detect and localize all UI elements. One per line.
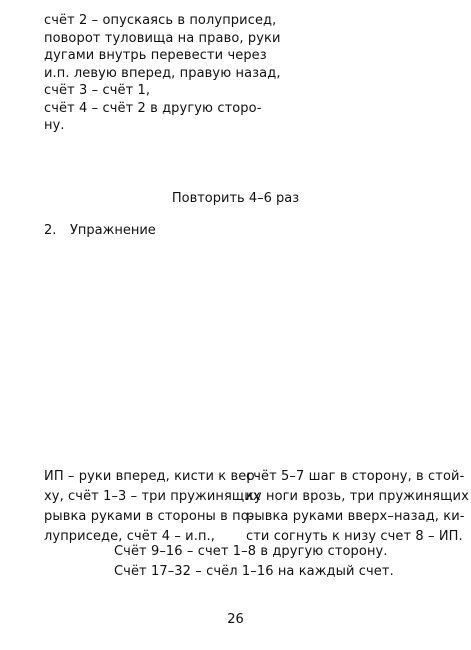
text-line: ху, счёт 1–3 – три пружинящих xyxy=(44,489,261,504)
text-line: ну. xyxy=(44,118,65,133)
text-line: ИП – руки вперед, кисти к вер- xyxy=(44,469,260,484)
top-text-block xyxy=(44,12,281,135)
text-line: рывка руками в стороны в по- xyxy=(44,509,254,524)
text-line: сти согнуть к низу счет 8 – ИП. xyxy=(246,529,463,544)
left-column xyxy=(44,468,261,548)
page-number: 26 xyxy=(227,612,244,627)
bottom-text-block xyxy=(114,543,394,583)
repeat-instruction: Повторить 4–6 раз xyxy=(171,191,300,206)
text-line: дугами внутрь перевести через xyxy=(44,48,267,63)
text-line: Счёт 9–16 – счет 1–8 в другую сторону. xyxy=(114,544,388,559)
text-line: счёт 5–7 шаг в сторону, в стой- xyxy=(246,469,465,484)
text-line: Счёт 17–32 – счёл 1–16 на каждый счет. xyxy=(114,564,394,579)
text-line: счёт 3 – счёт 1, xyxy=(44,83,151,98)
text-line: луприседе, счёт 4 – и.п., xyxy=(44,529,216,544)
exercise-title: Упражнение xyxy=(70,223,156,238)
text-line: и.п. левую вперед, правую назад, xyxy=(44,65,281,81)
text-line: счёт 4 – счёт 2 в другую сторо- xyxy=(44,100,262,116)
text-line: поворот туловища на право, руки xyxy=(44,30,281,46)
text-line: ку ноги врозь, три пружинящих xyxy=(246,489,469,504)
text-line: рывка руками вверх–назад, ки- xyxy=(246,509,465,524)
right-column xyxy=(246,468,469,548)
exercise-number: 2. xyxy=(44,223,57,238)
exercise-heading xyxy=(44,223,156,238)
text-line: счёт 2 – опускаясь в полуприсед, xyxy=(44,13,277,28)
